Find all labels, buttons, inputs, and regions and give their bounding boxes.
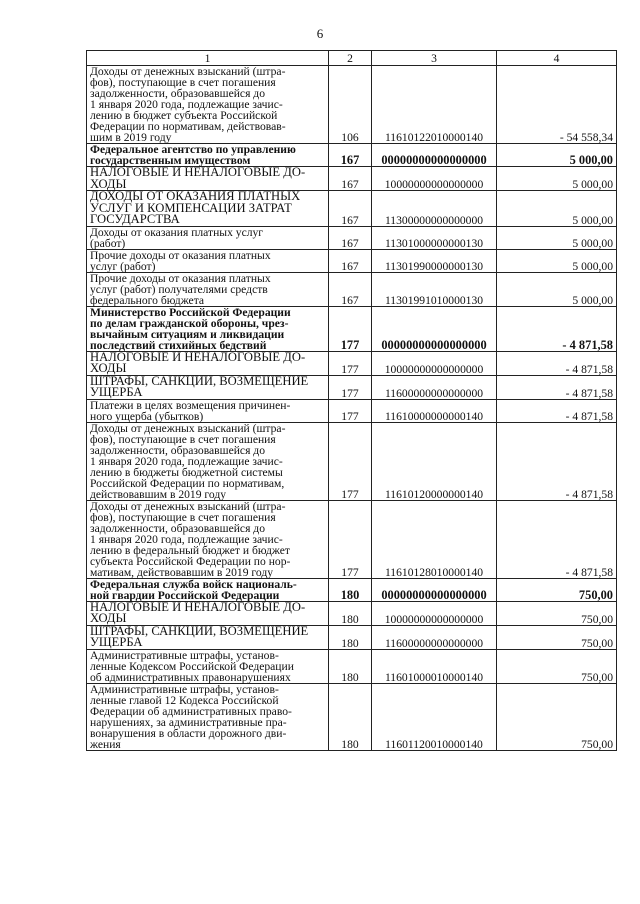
row-amount-cell: 5 000,00 (497, 226, 617, 249)
table-row (87, 66, 617, 144)
row-name-cell: Платежи в целях возмещения причинен- ного ущерба (убытков) (87, 399, 329, 422)
row-amount-cell: 750,00 (497, 649, 617, 683)
table-row (87, 625, 617, 649)
row-admin-code-cell: 180 (329, 683, 372, 750)
row-budget-code-cell: 11610000000000140 (372, 399, 497, 422)
row-budget-code-cell: 11600000000000000 (372, 375, 497, 399)
row-amount-cell: - 54 558,34 (497, 66, 617, 144)
row-amount-cell: - 4 871,58 (497, 306, 617, 351)
table-row (87, 167, 617, 191)
row-budget-code-cell: 00000000000000000 (372, 578, 497, 601)
table-row (87, 399, 617, 422)
table-row (87, 144, 617, 167)
row-budget-code-cell: 10000000000000000 (372, 601, 497, 625)
row-name-cell: Доходы от денежных взысканий (штра- фов), поступающие в счет погашения задолженности, образовавшейся до 1 января 2020 года, подлежащие зачис- лению в бюджеты бюджетной системы Российской Федерации по нормативам, действовавшим в 2019 году (87, 422, 329, 500)
column-header-2: 2 (329, 51, 372, 66)
row-name-cell: Прочие доходы от оказания платных услуг (работ) (87, 249, 329, 272)
row-admin-code-cell: 167 (329, 226, 372, 249)
row-budget-code-cell: 11601000010000140 (372, 649, 497, 683)
table-row (87, 683, 617, 750)
row-amount-cell: 750,00 (497, 578, 617, 601)
table-row (87, 422, 617, 500)
row-admin-code-cell: 177 (329, 375, 372, 399)
row-amount-cell: 5 000,00 (497, 249, 617, 272)
table-row (87, 649, 617, 683)
table-row (87, 191, 617, 227)
revenue-table (86, 50, 617, 751)
row-amount-cell: - 4 871,58 (497, 399, 617, 422)
row-name-cell: Федеральное агентство по управлению государственным имуществом (87, 144, 329, 167)
page-number: 6 (316, 26, 324, 41)
row-amount-cell: - 4 871,58 (497, 500, 617, 578)
row-name-cell: Министерство Российской Федерации по делам гражданской обороны, чрез- вычайным ситуациям и ликвидации последствий стихийных бедствий (87, 306, 329, 351)
row-budget-code-cell: 11301990000000130 (372, 249, 497, 272)
row-budget-code-cell: 11600000000000000 (372, 625, 497, 649)
table-row (87, 226, 617, 249)
row-budget-code-cell: 11301000000000130 (372, 226, 497, 249)
row-amount-cell: - 4 871,58 (497, 375, 617, 399)
row-budget-code-cell: 00000000000000000 (372, 306, 497, 351)
row-budget-code-cell: 11300000000000000 (372, 191, 497, 227)
row-name-cell: Доходы от денежных взысканий (штра- фов), поступающие в счет погашения задолженности, образовавшейся до 1 января 2020 года, подлежащие зачис- лению в бюджет субъекта Российской Федерации по нормативам, действовав- шим в 2019 году (87, 66, 329, 144)
row-amount-cell: 750,00 (497, 625, 617, 649)
row-admin-code-cell: 167 (329, 249, 372, 272)
table-row (87, 306, 617, 351)
row-amount-cell: 750,00 (497, 683, 617, 750)
row-name-cell: Административные штрафы, установ- ленные Кодексом Российской Федерации об административных правонарушениях (87, 649, 329, 683)
table-row (87, 500, 617, 578)
row-name-cell: НАЛОГОВЫЕ И НЕНАЛОГОВЫЕ ДО- ХОДЫ (87, 351, 329, 375)
table-row (87, 578, 617, 601)
row-budget-code-cell: 11610120000000140 (372, 422, 497, 500)
row-admin-code-cell: 167 (329, 191, 372, 227)
row-admin-code-cell: 177 (329, 422, 372, 500)
row-admin-code-cell: 180 (329, 649, 372, 683)
row-name-cell: Прочие доходы от оказания платных услуг (работ) получателями средств федерального бюджета (87, 272, 329, 306)
row-admin-code-cell: 167 (329, 144, 372, 167)
row-amount-cell: 5 000,00 (497, 167, 617, 191)
row-amount-cell: 5 000,00 (497, 144, 617, 167)
row-amount-cell: - 4 871,58 (497, 351, 617, 375)
column-header-1: 1 (87, 51, 329, 66)
row-name-cell: ШТРАФЫ, САНКЦИИ, ВОЗМЕЩЕНИЕ УЩЕРБА (87, 375, 329, 399)
column-header-4: 4 (497, 51, 617, 66)
row-name-cell: НАЛОГОВЫЕ И НЕНАЛОГОВЫЕ ДО- ХОДЫ (87, 167, 329, 191)
row-name-cell: Административные штрафы, установ- ленные главой 12 Кодекса Российской Федерации об административных право- нарушениях, за административные пра- вонарушения в области дорожного дви- жения (87, 683, 329, 750)
row-admin-code-cell: 177 (329, 399, 372, 422)
row-admin-code-cell: 180 (329, 578, 372, 601)
table-row (87, 272, 617, 306)
row-name-cell: ШТРАФЫ, САНКЦИИ, ВОЗМЕЩЕНИЕ УЩЕРБА (87, 625, 329, 649)
column-header-3: 3 (372, 51, 497, 66)
row-name-cell: НАЛОГОВЫЕ И НЕНАЛОГОВЫЕ ДО- ХОДЫ (87, 601, 329, 625)
row-admin-code-cell: 167 (329, 272, 372, 306)
row-budget-code-cell: 11301991010000130 (372, 272, 497, 306)
row-admin-code-cell: 106 (329, 66, 372, 144)
row-amount-cell: 5 000,00 (497, 191, 617, 227)
row-budget-code-cell: 00000000000000000 (372, 144, 497, 167)
row-admin-code-cell: 180 (329, 601, 372, 625)
row-admin-code-cell: 167 (329, 167, 372, 191)
row-budget-code-cell: 10000000000000000 (372, 351, 497, 375)
row-admin-code-cell: 177 (329, 351, 372, 375)
row-admin-code-cell: 177 (329, 306, 372, 351)
row-budget-code-cell: 11610122010000140 (372, 66, 497, 144)
row-name-cell: Доходы от денежных взысканий (штра- фов), поступающие в счет погашения задолженности, образовавшейся до 1 января 2020 года, подлежащие зачис- лению в федеральный бюджет и бюджет субъекта Российской Федерации по нор- мативам, действовавшим в 2019 году (87, 500, 329, 578)
row-amount-cell: 5 000,00 (497, 272, 617, 306)
row-name-cell: Доходы от оказания платных услуг (работ) (87, 226, 329, 249)
row-admin-code-cell: 180 (329, 625, 372, 649)
column-number-row (87, 51, 617, 66)
table-row (87, 249, 617, 272)
row-amount-cell: - 4 871,58 (497, 422, 617, 500)
row-budget-code-cell: 10000000000000000 (372, 167, 497, 191)
table-row (87, 601, 617, 625)
row-budget-code-cell: 11601120010000140 (372, 683, 497, 750)
row-name-cell: ДОХОДЫ ОТ ОКАЗАНИЯ ПЛАТНЫХ УСЛУГ И КОМПЕНСАЦИИ ЗАТРАТ ГОСУДАРСТВА (87, 191, 329, 227)
table-row (87, 351, 617, 375)
table-row (87, 375, 617, 399)
row-amount-cell: 750,00 (497, 601, 617, 625)
row-name-cell: Федеральная служба войск националь- ной гвардии Российской Федерации (87, 578, 329, 601)
row-budget-code-cell: 11610128010000140 (372, 500, 497, 578)
row-admin-code-cell: 177 (329, 500, 372, 578)
